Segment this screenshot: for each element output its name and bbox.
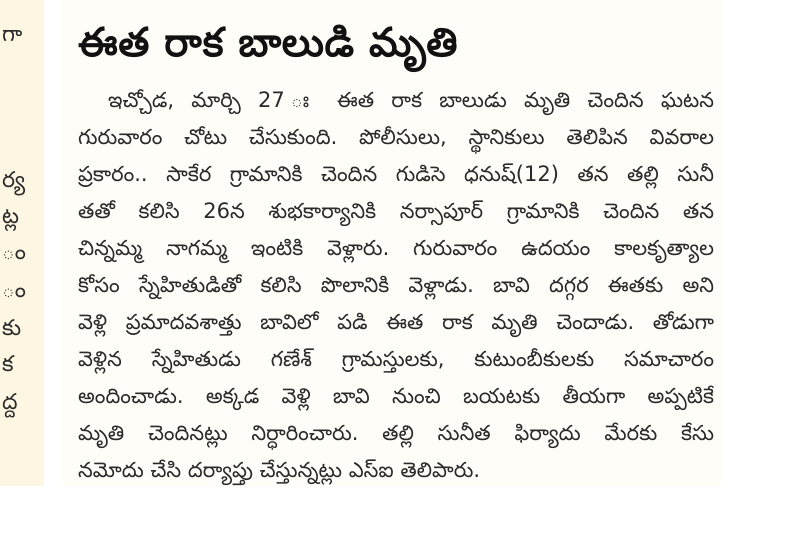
article-body [78, 82, 714, 489]
article-line: వెళ్లి ప్రమాదవశాత్తు బావిలో పడి ఈత రాక మృతి చెందాడు. తోడుగా [78, 310, 714, 334]
article-line: చిన్నమ్మ నాగమ్మ ఇంటికి వెళ్లారు. గురువారం ఉదయం కాలకృత్యాల [78, 236, 714, 260]
column-fragment-text: ర్య [2, 168, 26, 193]
article-line: అందించాడు. అక్కడ వెళ్లి బావి నుంచి బయటకు తీయగా అప్పటికే [78, 384, 714, 408]
adjacent-column-fragment [0, 0, 44, 486]
blank-margin [0, 486, 800, 552]
column-fragment-text: ద్ద [2, 390, 18, 415]
cut-off-previous-line [78, 0, 728, 6]
column-fragment-text: క [2, 352, 14, 377]
article-line: తతో కలిసి 26న శుభకార్యానికి నర్సాపూర్ గ్రామానికి చెందిన తన [78, 199, 714, 223]
article-line: ప్రకారం.. సాకేర గ్రామానికి చెందిన గుడిసె ధనుష్(12) తన తల్లి సునీ [78, 162, 714, 186]
column-fragment-text: ం [2, 278, 26, 303]
article-headline: ఈత రాక బాలుడి మృతి [78, 20, 459, 66]
article-line: గురువారం చోటు చేసుకుంది. పోలీసులు, స్థానికులు తెలిపిన వివరాల [78, 125, 714, 149]
column-fragment-text: ట్ల [2, 204, 19, 229]
article-line: మృతి చెందినట్లు నిర్ధారించారు. తల్లి సునీత ఫిర్యాదు మేరకు కేసు [78, 421, 714, 445]
column-fragment-text: కు [2, 316, 22, 341]
column-fragment-text: ం [2, 240, 26, 265]
article-line: వెళ్లిన స్నేహితుడు గణేశ్ గ్రామస్తులకు, కుటుంబీకులకు సమాచారం [78, 347, 714, 371]
article-line: కోసం స్నేహితుడితో కలిసి పొలానికి వెళ్లాడు. బావి దగ్గర ఈతకు అని [78, 273, 714, 297]
column-fragment-text: గా [2, 22, 23, 47]
article-line: ఇచ్చోడ, మార్చి 27 ః ఈత రాక బాలుడు మృతి చెందిన ఘటన [108, 88, 714, 112]
article-line: నమోదు చేసి దర్యాప్తు చేస్తున్నట్లు ఎస్ఐ తెలిపారు. [78, 458, 481, 482]
